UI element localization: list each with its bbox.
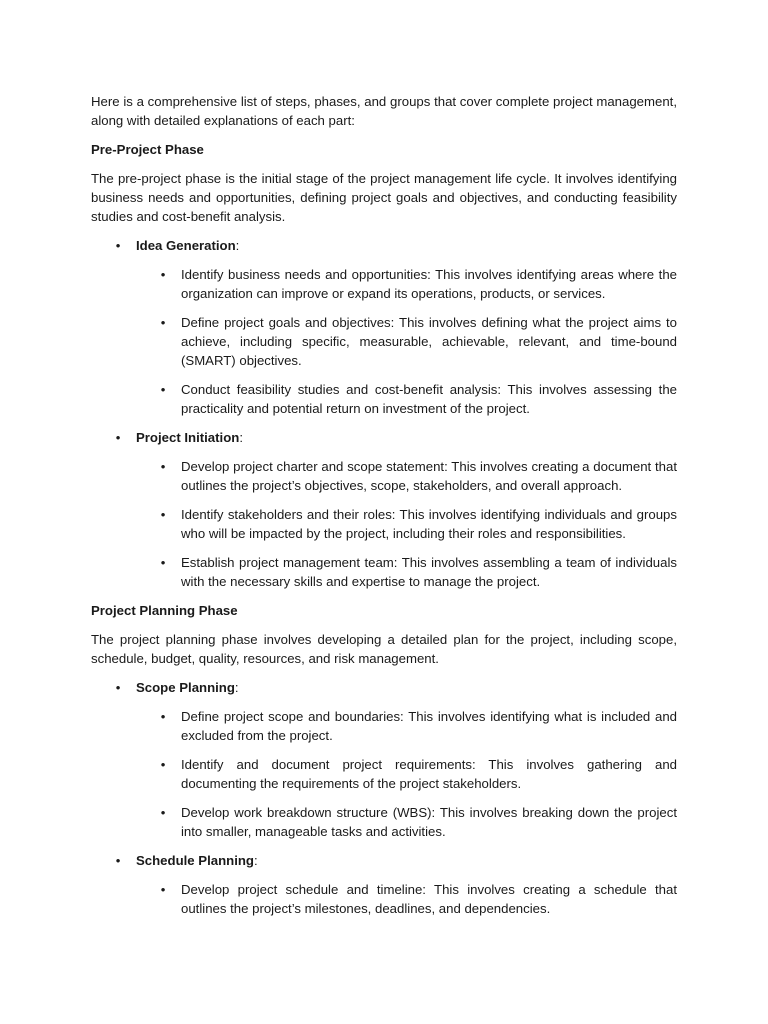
bullet-icon: •	[160, 882, 166, 897]
section-heading: Project Planning Phase	[91, 603, 238, 618]
list-item	[91, 755, 677, 793]
bullet-icon: •	[160, 382, 166, 397]
bullet-icon: •	[160, 267, 166, 282]
section-description: The project planning phase involves developing a detailed plan for the project, including scope, schedule, budget, quality, resources, and risk management.	[91, 632, 677, 666]
section-pre-project	[91, 140, 677, 591]
group-title-colon: :	[235, 238, 240, 253]
bullet-icon: •	[160, 757, 166, 772]
group-idea-generation	[91, 236, 677, 418]
group-title-colon: :	[253, 853, 258, 868]
group-project-initiation	[91, 428, 677, 591]
group-scope-planning	[91, 678, 677, 841]
list-item	[91, 803, 677, 841]
bullet-icon: •	[115, 430, 121, 445]
bullet-icon: •	[160, 555, 166, 570]
list-item	[91, 505, 677, 543]
list-item-text: Identify and document project requirements: This involves gathering and documenting the requirements of the project stakeholders.	[181, 757, 677, 791]
bullet-icon: •	[160, 507, 166, 522]
list-item	[91, 553, 677, 591]
group-title: Schedule Planning	[136, 853, 254, 868]
list-item-text: Conduct feasibility studies and cost-benefit analysis: This involves assessing the practicality and potential return on investment of the project.	[181, 382, 677, 416]
list-item-text: Identify business needs and opportunities: This involves identifying areas where the organization can improve or expand its operations, products, or services.	[181, 267, 677, 301]
group-title: Scope Planning	[136, 680, 235, 695]
bullet-icon: •	[115, 680, 121, 695]
group-title: Idea Generation	[136, 238, 236, 253]
list-item-text: Develop project schedule and timeline: This involves creating a schedule that outlines the project’s milestones, deadlines, and dependencies.	[181, 882, 677, 916]
bullet-icon: •	[115, 238, 121, 253]
list-item	[91, 265, 677, 303]
section-heading: Pre-Project Phase	[91, 142, 204, 157]
bullet-icon: •	[160, 459, 166, 474]
bullet-icon: •	[115, 853, 121, 868]
bullet-icon: •	[160, 709, 166, 724]
group-title-colon: :	[234, 680, 239, 695]
intro-paragraph: Here is a comprehensive list of steps, phases, and groups that cover complete project management, along with detailed explanations of each part:	[91, 94, 677, 128]
list-item-text: Identify stakeholders and their roles: This involves identifying individuals and groups who will be impacted by the project, including their roles and responsibilities.	[181, 507, 677, 541]
list-item	[91, 457, 677, 495]
list-item-text: Develop project charter and scope statement: This involves creating a document that outlines the project’s objectives, scope, stakeholders, and overall approach.	[181, 459, 677, 493]
list-item	[91, 880, 677, 918]
bullet-icon: •	[160, 315, 166, 330]
group-schedule-planning	[91, 851, 677, 918]
list-item	[91, 313, 677, 370]
list-item-text: Establish project management team: This involves assembling a team of individuals with the necessary skills and expertise to manage the project.	[181, 555, 677, 589]
list-item	[91, 707, 677, 745]
group-title-colon: :	[239, 430, 243, 445]
bullet-icon: •	[160, 805, 166, 820]
list-item-text: Define project goals and objectives: This involves defining what the project aims to achieve, including specific, measurable, achievable, relevant, and time-bound (SMART) objectives.	[181, 315, 677, 368]
list-item-text: Define project scope and boundaries: This involves identifying what is included and excluded from the project.	[181, 709, 677, 743]
section-description: The pre-project phase is the initial stage of the project management life cycle. It involves identifying business needs and opportunities, defining project goals and objectives, and conducting feasibility studies and cost-benefit analysis.	[91, 171, 677, 224]
list-item	[91, 380, 677, 418]
list-item-text: Develop work breakdown structure (WBS): This involves breaking down the project into smaller, manageable tasks and activities.	[181, 805, 677, 839]
section-project-planning	[91, 601, 677, 918]
group-title: Project Initiation	[136, 430, 240, 445]
